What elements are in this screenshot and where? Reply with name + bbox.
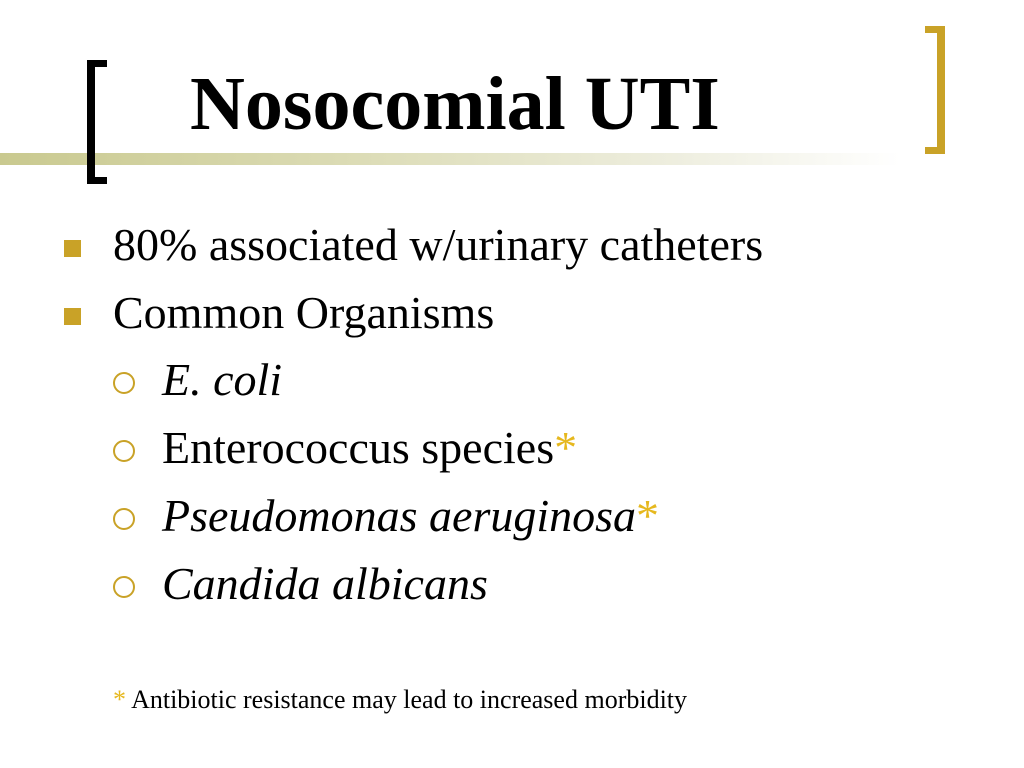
circle-bullet-icon (113, 576, 135, 598)
slide-title: Nosocomial UTI (190, 62, 720, 146)
bullet-item: 80% associated w/urinary catheters (113, 219, 764, 270)
footnote-text: Antibiotic resistance may lead to increased morbidity (131, 685, 688, 714)
circle-bullet-icon (113, 372, 135, 394)
bullet-item: Common Organisms (113, 287, 495, 338)
square-bullet-icon (64, 308, 81, 325)
organism-name: Enterococcus species (162, 422, 555, 473)
footnote-star: * (554, 422, 578, 473)
circle-bullet-icon (113, 440, 135, 462)
sub-bullet-item (162, 422, 578, 473)
footnote-marker: * (113, 685, 126, 714)
organism-name: Candida albicans (162, 558, 488, 609)
sub-bullet-item (162, 558, 488, 609)
footnote (113, 687, 687, 713)
circle-bullet-icon (113, 508, 135, 530)
organism-name: Pseudomonas aeruginosa (162, 490, 637, 541)
footnote-star: * (636, 490, 660, 541)
sub-bullet-item (162, 490, 660, 541)
organism-name: E. coli (162, 354, 283, 405)
sub-bullet-item (162, 354, 283, 405)
square-bullet-icon (64, 240, 81, 257)
